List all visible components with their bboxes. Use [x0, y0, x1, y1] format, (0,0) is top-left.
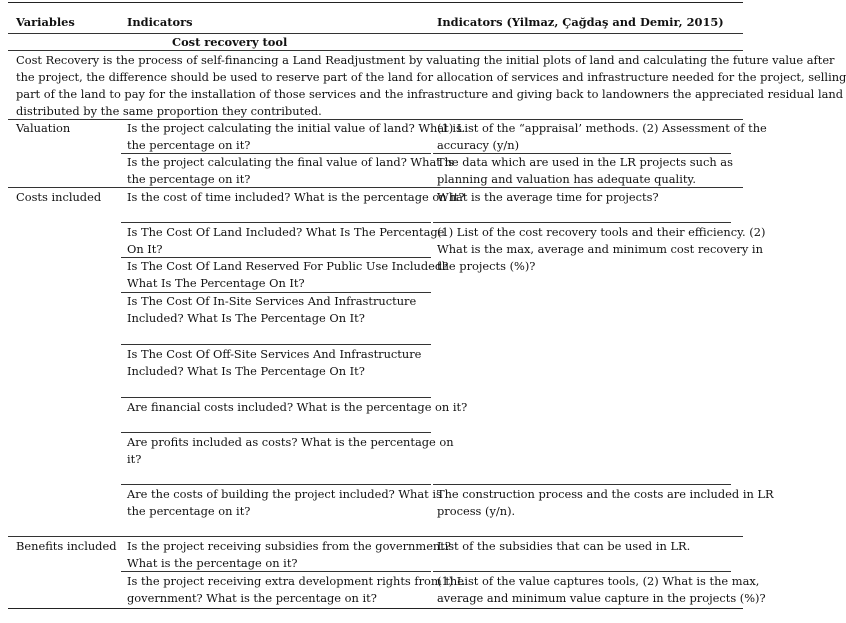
indicator-answer: (1) List of the value captures tools, (2) What is the max, — [437, 574, 760, 588]
row-rule — [433, 571, 731, 572]
indicator-question: government? What is the percentage on it? — [127, 591, 377, 605]
row-rule — [121, 344, 431, 345]
indicator-question: Included? What Is The Percentage On It? — [127, 364, 365, 378]
indicator-question: Is the project calculating the initial value of land? What is — [127, 121, 462, 135]
indicator-question: Is the project receiving subsidies from the government? — [127, 539, 451, 553]
row-rule — [121, 432, 431, 433]
indicator-question: What Is The Percentage On It? — [127, 276, 305, 290]
indicator-answer: process (y/n). — [437, 504, 516, 518]
indicator-question: Are profits included as costs? What is the percentage on — [127, 435, 454, 449]
table-bottom-rule — [8, 608, 743, 609]
indicator-question: Are the costs of building the project included? What is — [127, 487, 442, 501]
row-rule — [433, 222, 731, 223]
indicator-question: Included? What Is The Percentage On It? — [127, 311, 365, 325]
indicator-question: the percentage on it? — [127, 172, 251, 186]
indicator-question: What is the percentage on it? — [127, 556, 298, 570]
indicator-question: Are financial costs included? What is the percentage on it? — [127, 400, 468, 414]
header-indicators-ref: Indicators (Yilmaz, Çağdaş and Demir, 2015) — [437, 15, 724, 29]
indicator-question: On It? — [127, 242, 163, 256]
definition-line: the project, the difference should be used to reserve part of the land for allocation of services and infrastructure needed for the project, selling — [16, 70, 846, 84]
indicator-question: it? — [127, 452, 142, 466]
indicator-answer: the projects (%)? — [437, 259, 536, 273]
indicator-answer: What is the average time for projects? — [437, 190, 659, 204]
variable-costs-included: Costs included — [16, 190, 102, 204]
row-rule — [121, 484, 431, 485]
indicator-answer: average and minimum value capture in the projects (%)? — [437, 591, 766, 605]
indicator-answer: planning and valuation has adequate quality. — [437, 172, 696, 186]
indicator-question: Is The Cost Of Off-Site Services And Infrastructure — [127, 347, 422, 361]
header-rule — [8, 33, 743, 34]
group-rule — [8, 187, 743, 188]
indicator-answer: The data which are used in the LR projects such as — [437, 155, 733, 169]
row-rule — [121, 222, 431, 223]
row-rule — [121, 397, 431, 398]
indicator-answer: List of the subsidies that can be used in LR. — [437, 539, 691, 553]
indicator-answer: (1) List of the cost recovery tools and their efficiency. (2) — [437, 225, 766, 239]
indicator-question: Is The Cost Of Land Reserved For Public Use Included? — [127, 259, 449, 273]
indicator-question: the percentage on it? — [127, 138, 251, 152]
indicator-question: the percentage on it? — [127, 504, 251, 518]
definition-line: part of the land to pay for the installation of those services and the infrastructure and giving back to landowners the appreciated residual land — [16, 87, 844, 101]
indicator-answer: What is the max, average and minimum cost recovery in — [437, 242, 763, 256]
variable-valuation: Valuation — [16, 121, 71, 135]
indicator-answer: accuracy (y/n) — [437, 138, 520, 152]
indicator-question: Is the cost of time included? What is the percentage on it? — [127, 190, 465, 204]
section-title: Cost recovery tool — [172, 35, 288, 49]
group-rule — [8, 536, 743, 537]
definition-line: distributed by the same proportion they contributed. — [16, 104, 322, 118]
header-indicators: Indicators — [127, 15, 193, 29]
table-top-rule — [8, 2, 743, 3]
indicator-answer: The construction process and the costs are included in LR — [437, 487, 774, 501]
variable-benefits-included: Benefits included — [16, 539, 117, 553]
indicator-question: Is The Cost Of Land Included? What Is The Percentage — [127, 225, 445, 239]
section-rule — [8, 50, 743, 51]
row-rule — [433, 484, 731, 485]
row-rule — [121, 571, 431, 572]
indicator-question: Is the project calculating the final value of land? What is — [127, 155, 454, 169]
indicator-answer: (1) List of the “appraisal’ methods. (2) Assessment of the — [437, 121, 767, 135]
indicator-question: Is The Cost Of In-Site Services And Infrastructure — [127, 294, 417, 308]
header-variables: Variables — [16, 15, 75, 29]
indicator-question: Is the project receiving extra development rights from the — [127, 574, 464, 588]
definition-line: Cost Recovery is the process of self-financing a Land Readjustment by valuating the initial plots of land and calculating the future value after — [16, 53, 835, 67]
